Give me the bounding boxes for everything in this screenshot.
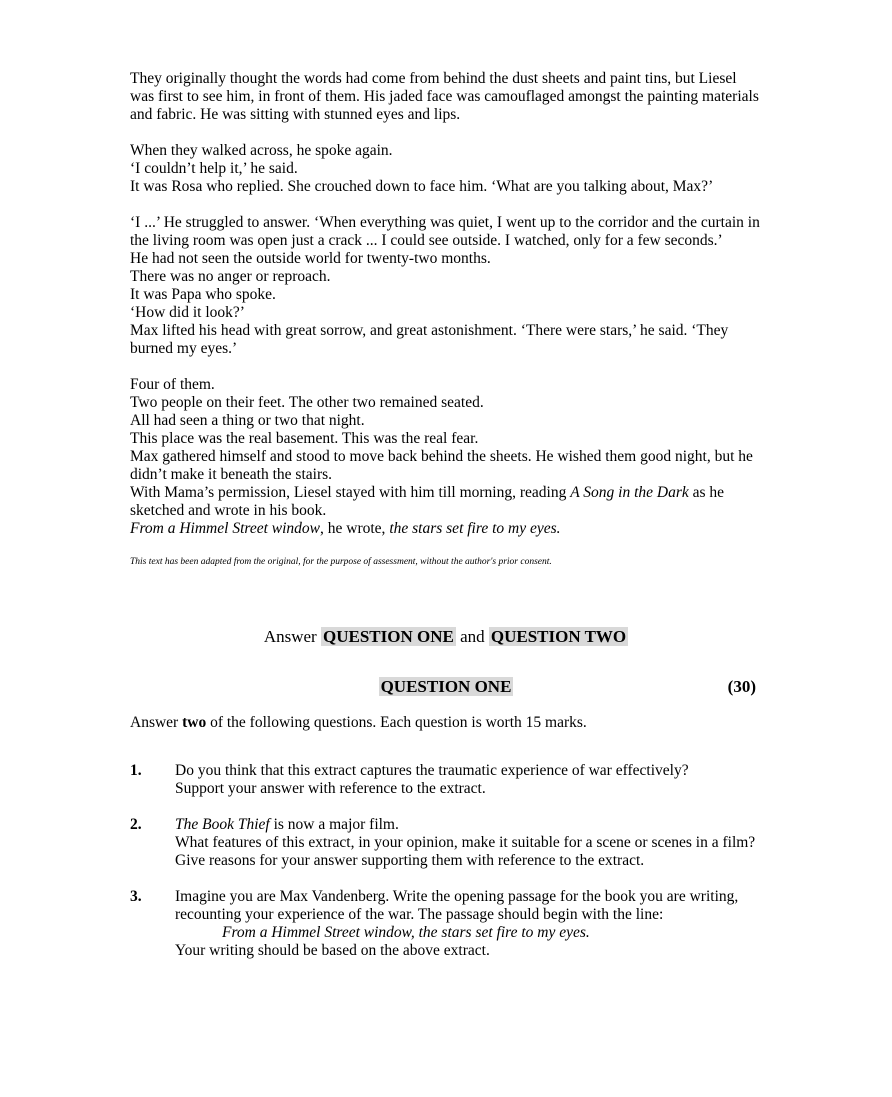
reading-text-pre: With Mama’s permission, Liesel stayed with him till morning, reading <box>130 484 571 501</box>
answer-instruction <box>0 626 892 648</box>
passage-line: It was Papa who spoke. <box>130 286 276 303</box>
passage-line: ‘I ...’ He struggled to answer. ‘When everything was quiet, I went up to the corridor and the curtain in the living room was open just a crack ... I could see outside. I watched, only for a few seconds.’ <box>130 214 760 249</box>
quote-part-c: the stars set fire to my eyes. <box>389 520 561 537</box>
passage-line-last <box>130 520 762 538</box>
question-line <box>175 816 770 834</box>
instruction-pre: Answer <box>130 714 183 731</box>
answer-pre: Answer <box>263 627 321 646</box>
quote-part-a: From a Himmel Street window <box>130 520 321 537</box>
passage-line: There was no anger or reproach. <box>130 268 331 285</box>
book-title: A Song in the Dark <box>570 484 689 501</box>
question-body <box>175 762 770 798</box>
quote-part-b: , he wrote, <box>320 520 390 537</box>
instruction-post: of the following questions. Each question is worth 15 marks. <box>206 714 587 731</box>
passage-line: Four of them. <box>130 376 215 393</box>
question-line: Support your answer with reference to the extract. <box>175 780 486 797</box>
question-one-instruction <box>130 714 587 732</box>
passage-paragraph-2 <box>130 142 762 196</box>
question-number: 1. <box>130 762 142 779</box>
passage-line: Max lifted his head with great sorrow, and great astonishment. ‘There were stars,’ he said. ‘They burned my eyes.’ <box>130 322 729 357</box>
passage-line: Max gathered himself and stood to move back behind the sheets. He wished them good night, but he didn’t make it beneath the stairs. <box>130 448 753 483</box>
question-line: recounting your experience of the war. The passage should begin with the line: <box>175 906 664 923</box>
film-title: The Book Thief <box>175 816 270 833</box>
question-body <box>175 816 770 870</box>
passage-line: This place was the real basement. This was the real fear. <box>130 430 479 447</box>
question-one-heading <box>0 676 892 698</box>
passage-line: All had seen a thing or two that night. <box>130 412 365 429</box>
question-line: Your writing should be based on the above extract. <box>175 942 490 959</box>
passage-paragraph-1: They originally thought the words had come from behind the dust sheets and paint tins, but Liesel was first to see him, in front of them. His jaded face was camouflaged amongst the painting materials and fabric. He was sitting with stunned eyes and lips. <box>130 70 759 123</box>
adaptation-note: This text has been adapted from the original, for the purpose of assessment, without the author's prior consent. <box>130 557 552 567</box>
instruction-count: two <box>182 714 207 731</box>
question-line: Do you think that this extract captures the traumatic experience of war effectively? <box>175 762 689 779</box>
question-quote: From a Himmel Street window, the stars set fire to my eyes. <box>222 924 590 941</box>
question-item-3 <box>130 888 770 960</box>
passage-line: It was Rosa who replied. She crouched down to face him. ‘What are you talking about, Max?’ <box>130 178 714 195</box>
question-list <box>130 762 770 978</box>
question-one-title: QUESTION ONE <box>380 677 512 696</box>
passage-line: When they walked across, he spoke again. <box>130 142 393 159</box>
question-item-1 <box>130 762 770 798</box>
question-line: What features of this extract, in your opinion, make it suitable for a scene or scenes in a film? <box>175 834 756 851</box>
question-item-2 <box>130 816 770 870</box>
passage-line: ‘I couldn’t help it,’ he said. <box>130 160 298 177</box>
passage-paragraph-4 <box>130 376 762 538</box>
question-line: Give reasons for your answer supporting them with reference to the extract. <box>175 852 645 869</box>
question-number: 3. <box>130 888 142 905</box>
passage-paragraph-3 <box>130 214 762 358</box>
passage-line: He had not seen the outside world for twenty-two months. <box>130 250 491 267</box>
reading-text-post: as he sketched and wrote in his book. <box>130 484 725 519</box>
highlight-question-one: QUESTION ONE <box>322 627 454 646</box>
passage-line: ‘How did it look?’ <box>130 304 245 321</box>
question-body <box>175 888 770 960</box>
highlight-question-two: QUESTION TWO <box>490 627 627 646</box>
passage-line: Two people on their feet. The other two remained seated. <box>130 394 484 411</box>
question-number: 2. <box>130 816 142 833</box>
answer-and: and <box>455 627 489 646</box>
film-title-post: is now a major film. <box>269 816 399 833</box>
question-one-marks: (30) <box>727 677 756 696</box>
question-line: Imagine you are Max Vandenberg. Write the opening passage for the book you are writing, <box>175 888 739 905</box>
passage-line-reading <box>130 484 762 520</box>
